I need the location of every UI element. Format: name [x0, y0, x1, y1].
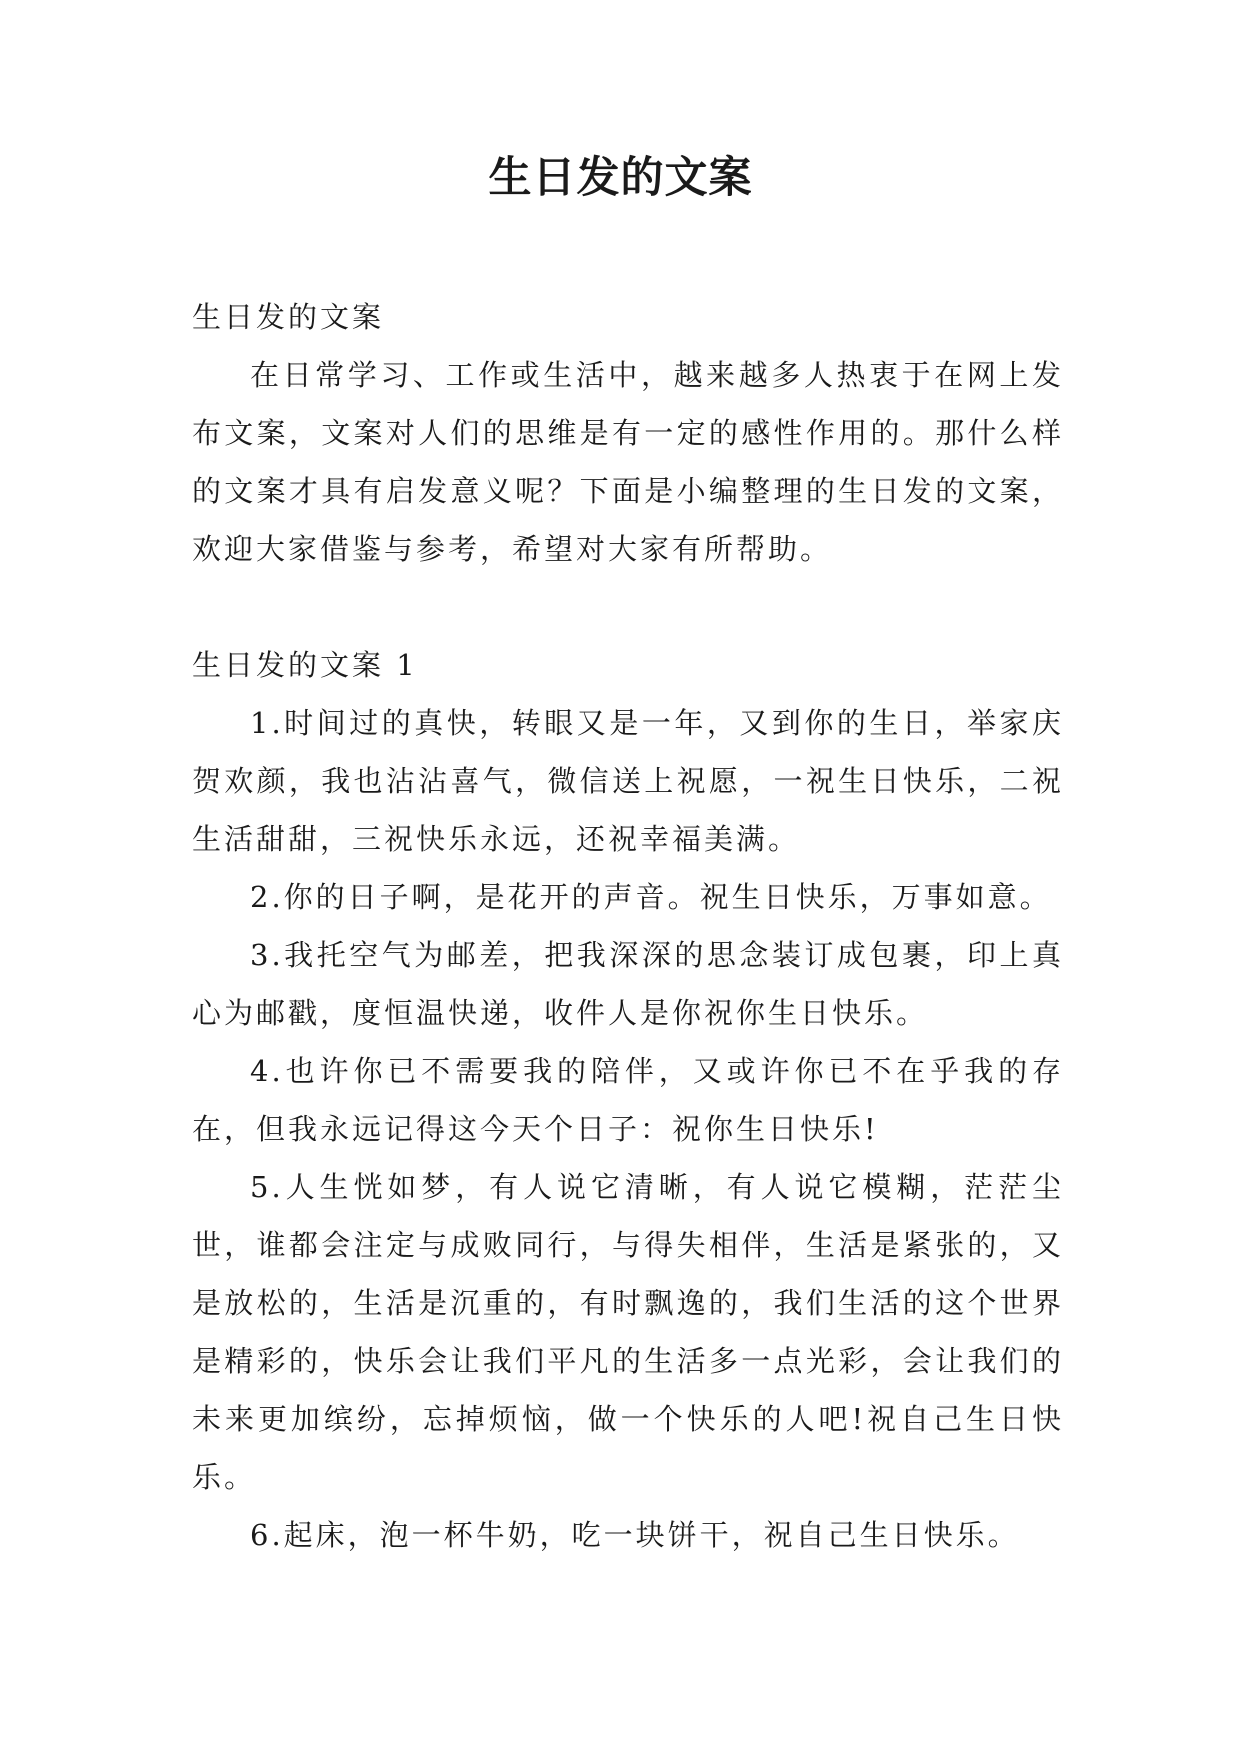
document-body [192, 288, 1064, 1564]
intro-paragraph: 在日常学习、工作或生活中，越来越多人热衷于在网上发布文案，文案对人们的思维是有一定的感性作用的。那什么样的文案才具有启发意义呢？下面是小编整理的生日发的文案，欢迎大家借鉴与参考，希望对大家有所帮助。 [192, 358, 1064, 566]
list-item: 3.我托空气为邮差，把我深深的思念装订成包裹，印上真心为邮戳，度恒温快递，收件人是你祝你生日快乐。 [192, 938, 1064, 1030]
list-item: 5.人生恍如梦，有人说它清晰，有人说它模糊，茫茫尘世，谁都会注定与成败同行，与得失相伴，生活是紧张的，又是放松的，生活是沉重的，有时飘逸的，我们生活的这个世界是精彩的，快乐会让我们平凡的生活多一点光彩，会让我们的未来更加缤纷，忘掉烦恼，做一个快乐的人吧!祝自己生日快乐。 [192, 1170, 1064, 1494]
list-item: 1.时间过的真快，转眼又是一年，又到你的生日，举家庆贺欢颜，我也沾沾喜气，微信送上祝愿，一祝生日快乐，二祝生活甜甜，三祝快乐永远，还祝幸福美满。 [192, 706, 1064, 856]
paragraph-gap [192, 578, 1064, 636]
list-item: 4.也许你已不需要我的陪伴，又或许你已不在乎我的存在，但我永远记得这今天个日子：祝你生日快乐! [192, 1054, 1064, 1146]
document-title: 生日发的文案 [488, 153, 753, 203]
list-item: 6.起床，泡一杯牛奶，吃一块饼干，祝自己生日快乐。 [250, 1518, 1020, 1552]
section-heading: 生日发的文案 1 [192, 648, 418, 682]
list-item: 2.你的日子啊，是花开的声音。祝生日快乐，万事如意。 [250, 880, 1052, 914]
document-subtitle: 生日发的文案 [192, 300, 385, 334]
